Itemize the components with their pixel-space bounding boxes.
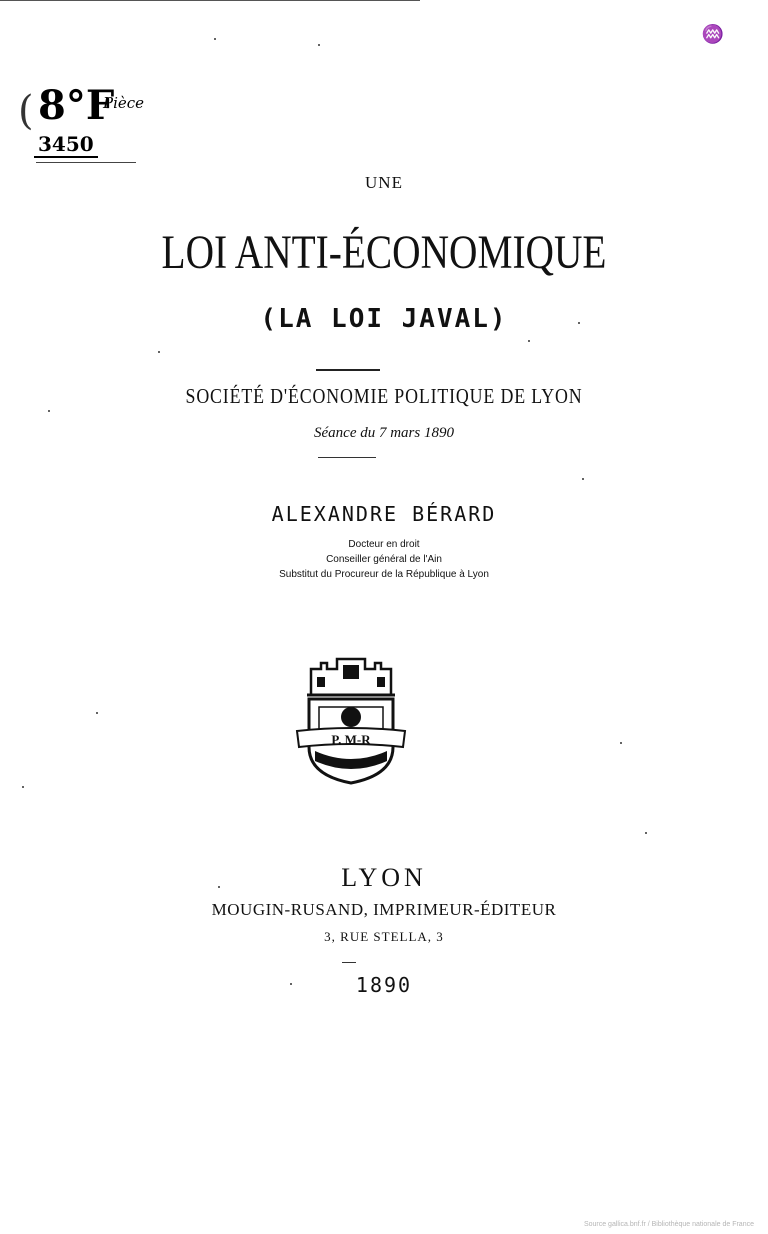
publication-year: 1890 xyxy=(355,973,413,997)
crown-window xyxy=(377,677,385,687)
author-name: ALEXANDRE BÉRARD xyxy=(271,502,497,526)
scan-speck xyxy=(22,786,24,788)
scan-speck xyxy=(528,340,530,342)
page-title: LOI ANTI-ÉCONOMIQUE xyxy=(161,226,607,279)
crown-window xyxy=(317,677,325,687)
title-kicker: UNE xyxy=(365,173,403,192)
author-credential-line: Substitut du Procureur de la République à Lyon xyxy=(279,569,489,580)
scan-speck xyxy=(96,712,98,714)
scan-speck xyxy=(318,44,320,46)
scan-speck xyxy=(290,983,292,985)
scan-speck xyxy=(582,478,584,480)
shelfmark-piece: Pièce xyxy=(103,94,145,112)
library-shelfmark xyxy=(18,78,145,168)
shelfmark-code: 8°F xyxy=(38,82,115,129)
top-edge-rule xyxy=(0,0,420,1)
corner-mark-icon: ♒ xyxy=(701,24,724,44)
author-credentials xyxy=(0,537,768,582)
author-credential-line: Conseiller général de l'Ain xyxy=(326,554,442,565)
publication-city: LYON xyxy=(341,863,427,892)
scan-speck xyxy=(158,351,160,353)
page-subtitle: (LA LOI JAVAL) xyxy=(260,304,508,334)
divider-rule xyxy=(318,457,376,458)
shelfmark-number: 3450 xyxy=(34,132,98,158)
printer-emblem xyxy=(295,655,407,785)
shelfmark-bracket: ( xyxy=(18,88,34,134)
scan-speck xyxy=(645,832,647,834)
printer-address: 3, RUE STELLA, 3 xyxy=(324,929,444,944)
session-date: Séance du 7 mars 1890 xyxy=(314,425,454,441)
source-credit: Source gallica.bnf.fr / Bibliothèque nationale de France xyxy=(583,1221,754,1228)
divider-rule xyxy=(342,962,356,963)
scan-speck xyxy=(214,38,216,40)
banner-initials: P. M-R xyxy=(331,732,371,747)
printer-name: MOUGIN-RUSAND, IMPRIMEUR-ÉDITEUR xyxy=(211,900,557,919)
lion-icon xyxy=(341,707,361,727)
society-name: SOCIÉTÉ D'ÉCONOMIE POLITIQUE DE LYON xyxy=(185,384,583,408)
shelfmark-rule xyxy=(36,162,136,163)
scan-speck xyxy=(218,886,220,888)
author-credential-line: Docteur en droit xyxy=(348,539,420,550)
scan-speck xyxy=(48,410,50,412)
divider-rule xyxy=(316,369,380,371)
crown-gate xyxy=(343,665,359,679)
scan-speck xyxy=(620,742,622,744)
scan-speck xyxy=(578,322,580,324)
